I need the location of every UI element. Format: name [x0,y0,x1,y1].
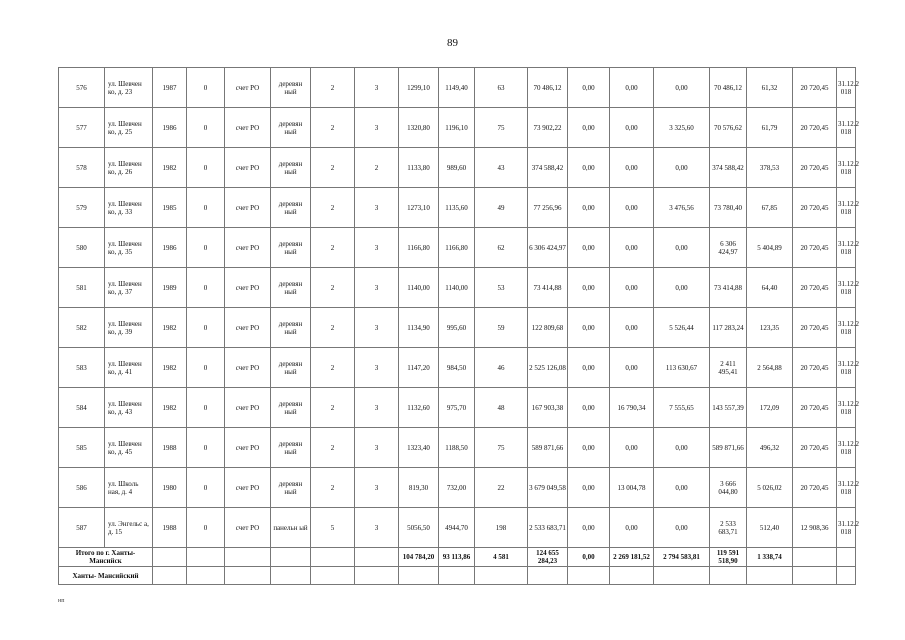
total-area-cell: 1133,80 [399,148,439,188]
fund-method-cell: счет РО [225,348,271,388]
address-cell: ул. Шевчен ко, д. 43 [105,388,153,428]
address-cell: ул. Шевчен ко, д. 39 [105,308,153,348]
total-cost-cell: 589 871,66 [528,428,568,468]
total-living-area-cell: 93 113,86 [439,548,475,567]
living-area-cell: 1196,10 [439,108,475,148]
empty-cell [710,567,747,585]
year-built-cell: 1987 [153,68,187,108]
year-built-cell: 1985 [153,188,187,228]
floors-cell: 2 [311,228,355,268]
total-area-cell: 1147,20 [399,348,439,388]
empty-cell [271,567,311,585]
local-funds-cell: 0,00 [654,508,710,548]
total-cost-cell: 122 809,68 [528,308,568,348]
floors-cell: 5 [311,508,355,548]
total-cost-cell: 2 533 683,71 [528,508,568,548]
floors-cell: 2 [311,68,355,108]
federal-funds-cell: 0,00 [568,188,610,228]
entrances-cell: 3 [355,68,399,108]
federal-funds-cell: 0,00 [568,348,610,388]
row-number-cell: 586 [59,468,105,508]
empty-cell [837,548,856,567]
row-number-cell: 580 [59,228,105,268]
floors-cell: 2 [311,468,355,508]
total-row [59,548,856,567]
empty-cell [568,567,610,585]
residents-cell: 48 [475,388,528,428]
wall-material-cell: деревян ный [271,268,311,308]
total-cost-cell: 374 588,42 [528,148,568,188]
total-area-cell: 819,30 [399,468,439,508]
row-number-cell: 577 [59,108,105,148]
zero-cell: 0 [187,268,225,308]
regional-funds-cell: 0,00 [610,68,654,108]
entrances-cell: 3 [355,468,399,508]
local-funds-cell: 0,00 [654,428,710,468]
empty-cell [271,548,311,567]
regional-funds-cell: 0,00 [610,348,654,388]
fund-method-cell: счет РО [225,388,271,428]
fund-method-cell: счет РО [225,148,271,188]
owner-funds-cell: 73 414,88 [710,268,747,308]
local-funds-cell: 3 476,56 [654,188,710,228]
empty-cell [399,567,439,585]
empty-cell [528,567,568,585]
year-built-cell: 1989 [153,268,187,308]
floors-cell: 2 [311,348,355,388]
empty-cell [793,548,837,567]
total-area-cell: 1134,90 [399,308,439,348]
wall-material-cell: деревян ный [271,68,311,108]
total-regional-cell: 2 269 181,52 [610,548,654,567]
year-built-cell: 1982 [153,388,187,428]
total-cost-cell: 70 486,12 [528,68,568,108]
table-row [59,428,856,468]
floors-cell: 2 [311,308,355,348]
zero-cell: 0 [187,68,225,108]
residents-cell: 22 [475,468,528,508]
zero-cell: 0 [187,508,225,548]
local-funds-cell: 5 526,44 [654,308,710,348]
total-cost-cell: 3 679 049,58 [528,468,568,508]
empty-cell [793,567,837,585]
cost-per-sqm-cell: 67,85 [747,188,793,228]
deadline-cell: 31.12.2 018 [837,268,856,308]
year-built-cell: 1988 [153,428,187,468]
wall-material-cell: деревян ный [271,108,311,148]
local-funds-cell: 0,00 [654,268,710,308]
address-cell: ул. Шевчен ко, д. 23 [105,68,153,108]
wall-material-cell: панельн ый [271,508,311,548]
local-funds-cell: 113 630,67 [654,348,710,388]
entrances-cell: 3 [355,508,399,548]
footer-note: нп [58,598,65,604]
owner-funds-cell: 2 533 683,71 [710,508,747,548]
cost-per-sqm-cell: 61,79 [747,108,793,148]
empty-cell [439,567,475,585]
table-row [59,388,856,428]
limit-cost-cell: 12 908,36 [793,508,837,548]
total-area-cell: 1299,10 [399,68,439,108]
regional-funds-cell: 0,00 [610,508,654,548]
total-cost-cell: 2 525 126,08 [528,348,568,388]
limit-cost-cell: 20 720,45 [793,188,837,228]
deadline-cell: 31.12.2 018 [837,428,856,468]
local-funds-cell: 0,00 [654,68,710,108]
living-area-cell: 975,70 [439,388,475,428]
federal-funds-cell: 0,00 [568,428,610,468]
cost-per-sqm-cell: 496,32 [747,428,793,468]
residents-cell: 49 [475,188,528,228]
federal-funds-cell: 0,00 [568,508,610,548]
owner-funds-cell: 589 871,66 [710,428,747,468]
owner-funds-cell: 70 576,62 [710,108,747,148]
living-area-cell: 984,50 [439,348,475,388]
limit-cost-cell: 20 720,45 [793,348,837,388]
address-cell: ул. Шевчен ко, д. 33 [105,188,153,228]
total-area-cell: 1132,60 [399,388,439,428]
deadline-cell: 31.12.2 018 [837,468,856,508]
residents-cell: 198 [475,508,528,548]
cost-per-sqm-cell: 5 404,89 [747,228,793,268]
total-area-cell: 1166,80 [399,228,439,268]
cost-per-sqm-cell: 512,40 [747,508,793,548]
cost-per-sqm-cell: 2 564,88 [747,348,793,388]
cost-per-sqm-cell: 123,35 [747,308,793,348]
regional-funds-cell: 0,00 [610,148,654,188]
limit-cost-cell: 20 720,45 [793,148,837,188]
row-number-cell: 585 [59,428,105,468]
table-row [59,308,856,348]
residents-cell: 75 [475,108,528,148]
table-row [59,148,856,188]
year-built-cell: 1982 [153,348,187,388]
total-owner-cell: 119 591 518,90 [710,548,747,567]
total-cost-cell: 73 902,22 [528,108,568,148]
entrances-cell: 3 [355,228,399,268]
total-residents-cell: 4 581 [475,548,528,567]
wall-material-cell: деревян ный [271,468,311,508]
fund-method-cell: счет РО [225,428,271,468]
federal-funds-cell: 0,00 [568,468,610,508]
zero-cell: 0 [187,388,225,428]
living-area-cell: 1135,60 [439,188,475,228]
fund-method-cell: счет РО [225,468,271,508]
entrances-cell: 2 [355,148,399,188]
year-built-cell: 1982 [153,308,187,348]
cost-per-sqm-cell: 61,32 [747,68,793,108]
total-federal-cell: 0,00 [568,548,610,567]
empty-cell [355,567,399,585]
living-area-cell: 1188,50 [439,428,475,468]
owner-funds-cell: 143 557,39 [710,388,747,428]
regional-funds-cell: 0,00 [610,268,654,308]
local-funds-cell: 0,00 [654,148,710,188]
empty-cell [225,567,271,585]
wall-material-cell: деревян ный [271,428,311,468]
total-cost-cell: 6 306 424,97 [528,228,568,268]
empty-cell [355,548,399,567]
total-label-cell: Итого по г. Ханты-Мансийск [59,548,153,567]
total-area-cell: 1273,10 [399,188,439,228]
fund-method-cell: счет РО [225,188,271,228]
row-number-cell: 581 [59,268,105,308]
row-number-cell: 579 [59,188,105,228]
deadline-cell: 31.12.2 018 [837,348,856,388]
year-built-cell: 1986 [153,108,187,148]
owner-funds-cell: 117 283,24 [710,308,747,348]
entrances-cell: 3 [355,188,399,228]
entrances-cell: 3 [355,388,399,428]
total-area-cell: 1140,00 [399,268,439,308]
wall-material-cell: деревян ный [271,308,311,348]
total-cost-cell: 124 655 284,23 [528,548,568,567]
fund-method-cell: счет РО [225,228,271,268]
table-row [59,508,856,548]
empty-cell [475,567,528,585]
floors-cell: 2 [311,268,355,308]
address-cell: ул. Шевчен ко, д. 37 [105,268,153,308]
table-row [59,468,856,508]
total-cost-cell: 167 903,38 [528,388,568,428]
deadline-cell: 31.12.2 018 [837,308,856,348]
regional-funds-cell: 0,00 [610,188,654,228]
regional-funds-cell: 0,00 [610,228,654,268]
federal-funds-cell: 0,00 [568,148,610,188]
deadline-cell: 31.12.2 018 [837,228,856,268]
local-funds-cell: 3 325,60 [654,108,710,148]
entrances-cell: 3 [355,428,399,468]
entrances-cell: 3 [355,348,399,388]
owner-funds-cell: 3 666 044,80 [710,468,747,508]
table-row [59,228,856,268]
floors-cell: 2 [311,428,355,468]
entrances-cell: 3 [355,108,399,148]
empty-cell [311,567,355,585]
total-area-cell: 104 784,20 [399,548,439,567]
owner-funds-cell: 2 411 495,41 [710,348,747,388]
zero-cell: 0 [187,428,225,468]
local-funds-cell: 0,00 [654,468,710,508]
residents-cell: 63 [475,68,528,108]
empty-cell [187,548,225,567]
living-area-cell: 989,60 [439,148,475,188]
floors-cell: 2 [311,148,355,188]
district-label-cell: Ханты- Мансийский [59,567,153,585]
empty-cell [225,548,271,567]
table-row [59,348,856,388]
table-row [59,108,856,148]
address-cell: ул. Шевчен ко, д. 45 [105,428,153,468]
wall-material-cell: деревян ный [271,388,311,428]
local-funds-cell: 7 555,65 [654,388,710,428]
cost-per-sqm-cell: 172,09 [747,388,793,428]
owner-funds-cell: 73 780,40 [710,188,747,228]
empty-cell [747,567,793,585]
address-cell: ул. Шевчен ко, д. 25 [105,108,153,148]
empty-cell [837,567,856,585]
address-cell: ул. Шевчен ко, д. 35 [105,228,153,268]
total-cost-cell: 73 414,88 [528,268,568,308]
regional-funds-cell: 16 790,34 [610,388,654,428]
empty-cell [311,548,355,567]
deadline-cell: 31.12.2 018 [837,148,856,188]
living-area-cell: 1140,00 [439,268,475,308]
zero-cell: 0 [187,228,225,268]
total-local-cell: 2 794 583,81 [654,548,710,567]
living-area-cell: 995,60 [439,308,475,348]
zero-cell: 0 [187,108,225,148]
address-cell: ул. Школь ная, д. 4 [105,468,153,508]
owner-funds-cell: 374 588,42 [710,148,747,188]
fund-method-cell: счет РО [225,268,271,308]
deadline-cell: 31.12.2 018 [837,508,856,548]
residents-cell: 43 [475,148,528,188]
federal-funds-cell: 0,00 [568,68,610,108]
row-number-cell: 582 [59,308,105,348]
table-body [59,68,859,585]
table-row [59,268,856,308]
total-area-cell: 1320,80 [399,108,439,148]
row-number-cell: 578 [59,148,105,188]
floors-cell: 2 [311,388,355,428]
total-area-cell: 1323,40 [399,428,439,468]
row-number-cell: 583 [59,348,105,388]
federal-funds-cell: 0,00 [568,108,610,148]
zero-cell: 0 [187,468,225,508]
year-built-cell: 1982 [153,148,187,188]
entrances-cell: 3 [355,308,399,348]
living-area-cell: 732,00 [439,468,475,508]
empty-cell [153,567,187,585]
year-built-cell: 1988 [153,508,187,548]
regional-funds-cell: 13 004,78 [610,468,654,508]
fund-method-cell: счет РО [225,508,271,548]
residents-cell: 62 [475,228,528,268]
page-number: 89 [447,37,458,49]
year-built-cell: 1980 [153,468,187,508]
owner-funds-cell: 6 306 424,97 [710,228,747,268]
row-number-cell: 584 [59,388,105,428]
floors-cell: 2 [311,188,355,228]
empty-cell [654,567,710,585]
empty-cell [187,567,225,585]
deadline-cell: 31.12.2 018 [837,108,856,148]
row-number-cell: 587 [59,508,105,548]
wall-material-cell: деревян ный [271,148,311,188]
zero-cell: 0 [187,148,225,188]
wall-material-cell: деревян ный [271,348,311,388]
fund-method-cell: счет РО [225,108,271,148]
federal-funds-cell: 0,00 [568,268,610,308]
table-row [59,188,856,228]
regional-funds-cell: 0,00 [610,308,654,348]
federal-funds-cell: 0,00 [568,388,610,428]
limit-cost-cell: 20 720,45 [793,108,837,148]
zero-cell: 0 [187,188,225,228]
total-per-sqm-cell: 1 338,74 [747,548,793,567]
wall-material-cell: деревян ный [271,188,311,228]
zero-cell: 0 [187,348,225,388]
empty-cell [153,548,187,567]
total-area-cell: 5056,50 [399,508,439,548]
empty-cell [610,567,654,585]
cost-per-sqm-cell: 378,53 [747,148,793,188]
limit-cost-cell: 20 720,45 [793,228,837,268]
residents-cell: 75 [475,428,528,468]
limit-cost-cell: 20 720,45 [793,388,837,428]
living-area-cell: 1149,40 [439,68,475,108]
deadline-cell: 31.12.2 018 [837,188,856,228]
zero-cell: 0 [187,308,225,348]
regional-funds-cell: 0,00 [610,108,654,148]
regional-funds-cell: 0,00 [610,428,654,468]
fund-method-cell: счет РО [225,68,271,108]
floors-cell: 2 [311,108,355,148]
residents-cell: 46 [475,348,528,388]
deadline-cell: 31.12.2 018 [837,68,856,108]
limit-cost-cell: 20 720,45 [793,268,837,308]
entrances-cell: 3 [355,268,399,308]
limit-cost-cell: 20 720,45 [793,468,837,508]
row-number-cell: 576 [59,68,105,108]
residents-cell: 53 [475,268,528,308]
address-cell: ул. Энгельс а, д. 15 [105,508,153,548]
cost-per-sqm-cell: 64,40 [747,268,793,308]
fund-method-cell: счет РО [225,308,271,348]
address-cell: ул. Шевчен ко, д. 26 [105,148,153,188]
year-built-cell: 1986 [153,228,187,268]
total-cost-cell: 77 256,96 [528,188,568,228]
wall-material-cell: деревян ный [271,228,311,268]
residents-cell: 59 [475,308,528,348]
deadline-cell: 31.12.2 018 [837,388,856,428]
federal-funds-cell: 0,00 [568,228,610,268]
local-funds-cell: 0,00 [654,228,710,268]
living-area-cell: 1166,80 [439,228,475,268]
limit-cost-cell: 20 720,45 [793,308,837,348]
living-area-cell: 4944,70 [439,508,475,548]
address-cell: ул. Шевчен ко, д. 41 [105,348,153,388]
housing-registry-table [58,67,859,585]
limit-cost-cell: 20 720,45 [793,428,837,468]
owner-funds-cell: 70 486,12 [710,68,747,108]
limit-cost-cell: 20 720,45 [793,68,837,108]
cost-per-sqm-cell: 5 026,02 [747,468,793,508]
district-heading-row [59,567,856,585]
federal-funds-cell: 0,00 [568,308,610,348]
table-row [59,68,856,108]
